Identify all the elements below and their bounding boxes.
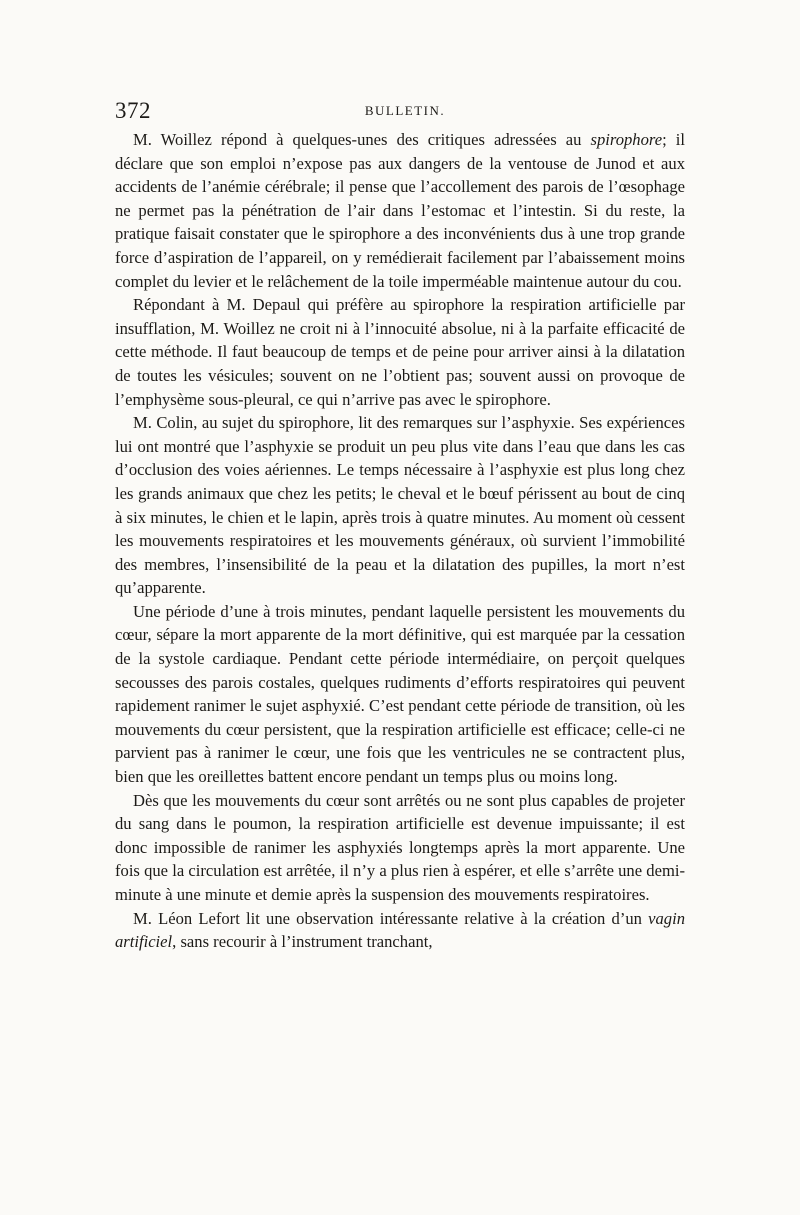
paragraph-text: M. Colin, au sujet du spirophore, lit des remarques sur l’asphyxie. Ses expériences lui ont montré que l’asphyxie se produit un peu plus vite dans l’eau que dans les cas d’occlusion des voies aériennes. Le temps nécessaire à l’asphyxie est plus long chez les grands animaux que chez les petits; le cheval et le bœuf périssent au bout de cinq à six minutes, le chien et le lapin, après trois à quatre minutes. Au moment où cessent les mouvements respiratoires et les mouvements généraux, où survient l’immobilité des membres, l’insensibilité de la peau et la dilatation des pupilles, la mort n’est qu’apparente. (115, 413, 685, 598)
paragraph (115, 128, 685, 293)
body-text (115, 128, 685, 954)
paragraph (115, 293, 685, 411)
running-title: BULLETIN. (364, 103, 446, 118)
paragraph-text: M. Léon Lefort lit une observation intéressante relative à la création d’un (133, 908, 649, 928)
paragraph (115, 907, 685, 954)
paragraph (115, 600, 685, 789)
paragraph-text: Une période d’une à trois minutes, pendant laquelle persistent les mouvements du cœur, sépare la mort apparente de la mort définitive, qui est marquée par la cessation de la systole cardiaque. Pendant cette période intermédiaire, on perçoit quelques secousses des parois costales, quelques rudiments d’efforts respiratoires qui peuvent rapidement ranimer le sujet asphyxié. C’est pendant cette période de transition, où les mouvements du cœur persistent, que la respiration artificielle est efficace; celle-ci ne parvient pas à ranimer le cœur, une fois que les ventricules ne se contractent plus, bien que les oreillettes battent encore pendant un temps plus ou moins long. (115, 601, 685, 787)
paragraph (115, 789, 685, 907)
paragraph-text: ; il déclare que son emploi n’expose pas aux dangers de la ventouse de Junod et aux accidents de l’anémie cérébrale; il pense que l’accollement des parois de l’œsophage ne permet pas la pénétration de l’air dans l’estomac et l’intestin. Si du reste, la pratique faisait constater que le spirophore a des inconvénients dus à une trop grande force d’aspiration de l’appareil, on y remédierait facilement par l’abaissement moins complet du levier et le relâchement de la toile imperméable maintenue autour du cou. (115, 130, 686, 291)
paragraph (115, 411, 685, 600)
italic-term: spirophore (590, 130, 663, 149)
paragraph-text: Dès que les mouvements du cœur sont arrêtés ou ne sont plus capables de projeter du sang dans le poumon, la respiration artificielle est devenue impuissante; il est donc impossible de ranimer les asphyxiés longtemps après la mort apparente. Une fois que la circulation est arrêtée, il n’y a plus rien à espérer, et elle s’arrête une demi-minute à une minute et demie après la suspension des mouvements respiratoires. (115, 790, 685, 904)
paragraph-text: Répondant à M. Depaul qui préfère au spirophore la respiration artificielle par insufflation, M. Woillez ne croit ni à l’innocuité absolue, ni à la parfaite efficacité de cette méthode. Il faut beaucoup de temps et de peine pour arriver ainsi à la dilatation de toutes les vésicules; souvent on ne l’obtient pas; souvent aussi on provoque de l’emphysème sous-pleural, ce qui n’arrive pas avec le spirophore. (115, 295, 685, 409)
paragraph-text: M. Woillez répond à quelques-unes des critiques adressées au (133, 130, 591, 149)
italic-term: vagin artificiel (115, 908, 685, 952)
page-number: 372 (115, 98, 151, 123)
paragraph-text: , sans recourir à l’instrument tranchant, (172, 932, 433, 952)
